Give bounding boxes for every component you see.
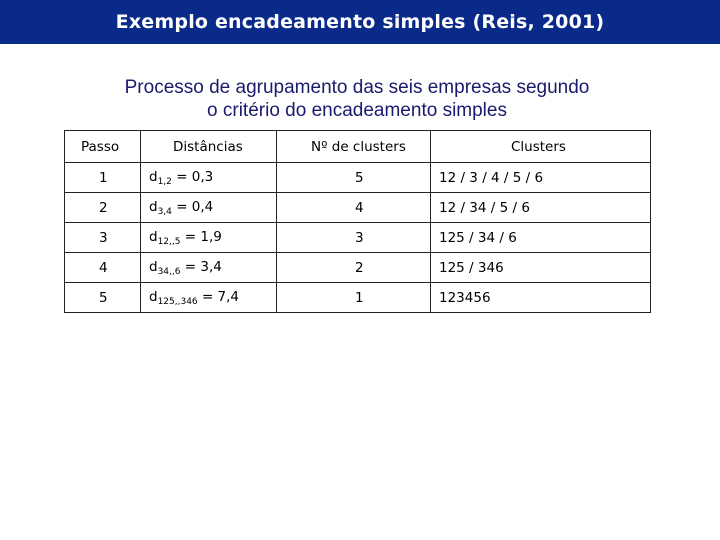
header-passo: Passo [65, 131, 141, 163]
title-bar [0, 0, 720, 44]
distance-value: = 0,3 [171, 168, 214, 185]
cell-num-clusters: 1 [277, 283, 431, 313]
header-num-clusters: Nº de clusters [277, 131, 431, 163]
cell-distance [141, 163, 277, 193]
distance-symbol: d [149, 198, 158, 215]
distance-subscript: 12,,5 [157, 236, 181, 247]
distance-subscript: 3,4 [157, 206, 172, 217]
cell-passo: 1 [65, 163, 141, 193]
table-caption [0, 76, 714, 122]
cell-num-clusters: 2 [277, 253, 431, 283]
clustering-table [64, 130, 651, 313]
cell-num-clusters: 4 [277, 193, 431, 223]
table-row [65, 253, 651, 283]
distance-subscript: 1,2 [157, 176, 172, 187]
distance-value: = 7,4 [197, 288, 240, 305]
cell-clusters: 12 / 34 / 5 / 6 [431, 193, 651, 223]
table-row [65, 283, 651, 313]
distance-subscript: 125,,346 [157, 296, 198, 307]
page-title: Exemplo encadeamento simples (Reis, 2001) [115, 11, 605, 33]
cell-distance [141, 193, 277, 223]
table-row [65, 193, 651, 223]
distance-symbol: d [149, 288, 158, 305]
table-row [65, 223, 651, 253]
distance-value: = 1,9 [180, 228, 222, 245]
distance-symbol: d [149, 228, 158, 245]
caption-line-1: Processo de agrupamento das seis empresas segundo [124, 77, 590, 98]
cell-passo: 2 [65, 193, 141, 223]
cell-clusters: 123456 [431, 283, 651, 313]
distance-value: = 0,4 [171, 198, 214, 215]
cell-distance [141, 283, 277, 313]
cell-clusters: 125 / 34 / 6 [431, 223, 651, 253]
caption-line-2: o critério do encadeamento simples [207, 100, 507, 121]
distance-symbol: d [149, 168, 158, 185]
cell-num-clusters: 5 [277, 163, 431, 193]
header-clusters: Clusters [431, 131, 651, 163]
cell-clusters: 12 / 3 / 4 / 5 / 6 [431, 163, 651, 193]
table-row [65, 163, 651, 193]
distance-subscript: 34,,6 [157, 266, 181, 277]
cell-passo: 5 [65, 283, 141, 313]
cell-distance [141, 223, 277, 253]
distance-symbol: d [149, 258, 158, 275]
cell-passo: 3 [65, 223, 141, 253]
cell-distance [141, 253, 277, 283]
cell-passo: 4 [65, 253, 141, 283]
cell-clusters: 125 / 346 [431, 253, 651, 283]
table-header-row [65, 131, 651, 163]
cell-num-clusters: 3 [277, 223, 431, 253]
header-distancias: Distâncias [141, 131, 277, 163]
distance-value: = 3,4 [180, 258, 222, 275]
